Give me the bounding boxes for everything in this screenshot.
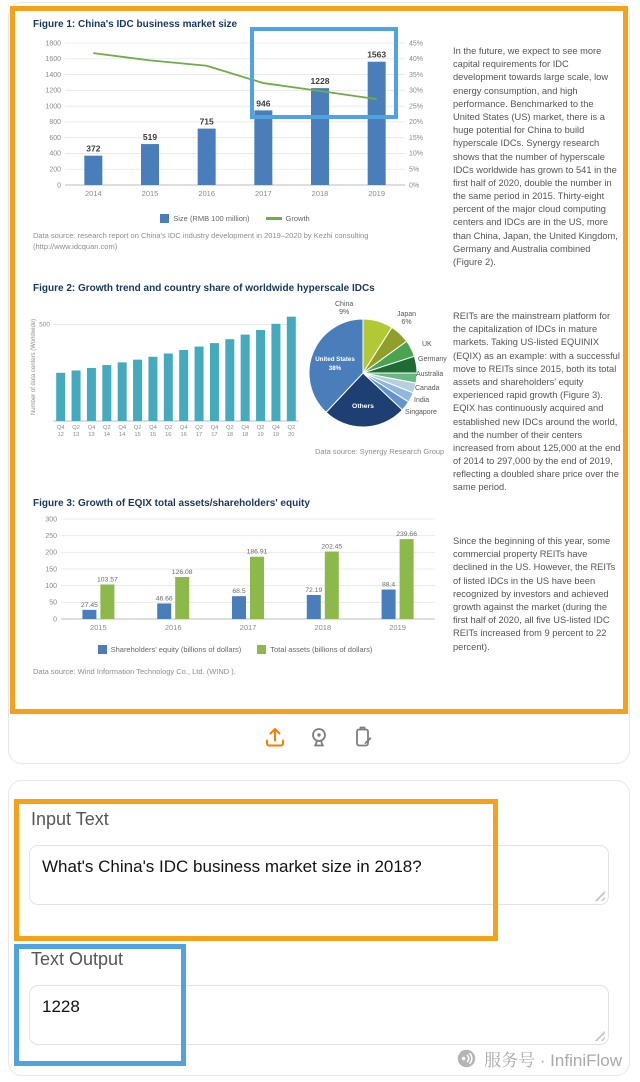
fig3-assets-bar-2016 [175, 577, 189, 619]
svg-text:100: 100 [45, 582, 57, 590]
svg-text:2019: 2019 [368, 189, 386, 198]
fig1-bar-2015 [141, 144, 159, 185]
fig1-bar-2014 [84, 156, 102, 185]
figure3-legend [31, 645, 439, 654]
fig2-bar [195, 347, 204, 421]
svg-text:Q2: Q2 [102, 425, 111, 431]
svg-text:19: 19 [272, 432, 280, 438]
fig1-bar-2016 [198, 129, 216, 185]
svg-text:2016: 2016 [198, 189, 216, 198]
figure1-title: Figure 1: China's IDC business market size [33, 19, 238, 30]
input-text-label: Input Text [31, 809, 109, 829]
pie-label-Australia: Australia [416, 371, 444, 378]
svg-text:40%: 40% [409, 56, 424, 64]
svg-text:0: 0 [57, 182, 61, 190]
fig2-bar [148, 357, 157, 421]
watermark-text: 服务号 · InfiniFlow [484, 1051, 622, 1070]
svg-text:946: 946 [256, 98, 271, 109]
paste-clipboard-button[interactable] [349, 723, 377, 751]
svg-text:United States: United States [315, 356, 355, 363]
svg-text:2016: 2016 [164, 623, 182, 632]
figure1-legend [31, 214, 439, 223]
svg-text:13: 13 [88, 432, 95, 438]
image-upload-button[interactable] [261, 723, 289, 751]
svg-text:186.91: 186.91 [246, 548, 268, 556]
svg-text:202.45: 202.45 [321, 543, 343, 551]
svg-text:400: 400 [49, 150, 61, 158]
svg-text:72.19: 72.19 [305, 586, 323, 594]
svg-text:1200: 1200 [45, 87, 61, 95]
fig3-equity-bar-2016 [157, 603, 171, 619]
svg-text:14: 14 [103, 432, 111, 438]
fig2-bar [210, 343, 219, 421]
svg-text:200: 200 [49, 166, 61, 174]
svg-text:372: 372 [86, 143, 101, 154]
broadcast-icon [456, 1048, 477, 1069]
fig2-bar [241, 335, 250, 421]
webcam-button[interactable] [305, 723, 333, 751]
svg-text:30%: 30% [409, 87, 424, 95]
svg-text:35%: 35% [409, 71, 424, 79]
svg-text:18: 18 [241, 432, 249, 438]
io-panel [8, 780, 630, 1076]
fig2-bar [72, 370, 81, 421]
svg-text:Q2: Q2 [225, 425, 234, 431]
input-text-area[interactable] [29, 845, 609, 905]
svg-text:17: 17 [195, 432, 203, 438]
svg-text:Q2: Q2 [287, 425, 296, 431]
svg-text:5%: 5% [409, 166, 420, 174]
document-image [10, 6, 628, 714]
fig2-bar [179, 350, 188, 421]
fig2-bar [271, 324, 280, 421]
svg-text:Q4: Q4 [241, 425, 250, 431]
document-content [15, 11, 623, 709]
fig3-assets-bar-2017 [250, 557, 264, 619]
fig3-assets-bar-2019 [400, 539, 414, 619]
legend-swatch [257, 645, 266, 654]
pie-label-India: India [414, 397, 430, 404]
svg-text:10%: 10% [409, 150, 424, 158]
fig2-bar [87, 368, 96, 421]
figure2-bars-svg [27, 303, 305, 457]
pie-label-Canada: Canada [415, 385, 440, 392]
svg-text:1600: 1600 [45, 56, 61, 64]
svg-text:Q2: Q2 [256, 425, 265, 431]
svg-text:Q4: Q4 [179, 425, 188, 431]
legend-item [160, 214, 249, 223]
svg-text:15: 15 [149, 432, 157, 438]
svg-text:2017: 2017 [254, 189, 272, 198]
svg-text:239.66: 239.66 [396, 531, 417, 539]
svg-text:14: 14 [118, 432, 126, 438]
svg-text:88.4: 88.4 [381, 581, 396, 589]
svg-text:Q4: Q4 [87, 425, 96, 431]
svg-text:27.45: 27.45 [80, 601, 98, 609]
figure3-title: Figure 3: Growth of EQIX total assets/shareholders' equity [33, 498, 310, 509]
pie-label-Singapore: Singapore [405, 409, 437, 416]
svg-text:1400: 1400 [45, 71, 61, 79]
svg-text:2017: 2017 [239, 623, 257, 632]
svg-text:2015: 2015 [141, 189, 159, 198]
legend-item [257, 645, 372, 654]
pie-label-China: China 9% [335, 301, 354, 317]
svg-text:25%: 25% [409, 103, 424, 111]
svg-text:Q2: Q2 [72, 425, 80, 431]
legend-item [98, 645, 242, 654]
fig3-equity-bar-2018 [307, 595, 321, 619]
svg-text:Q4: Q4 [272, 425, 280, 431]
webcam-icon [307, 725, 331, 749]
figure3-chart [31, 513, 443, 643]
figure2-title: Figure 2: Growth trend and country share of worldwide hyperscale IDCs [33, 283, 375, 294]
figure2-bar-chart [27, 303, 305, 457]
figure3-source: Data source: Wind Information Technology Co., Ltd. (WIND ). [33, 667, 236, 676]
output-text-label: Text Output [31, 949, 124, 969]
svg-text:250: 250 [45, 532, 57, 540]
figure2-source: Data source: Synergy Research Group [315, 447, 445, 456]
svg-text:300: 300 [45, 516, 57, 524]
svg-text:600: 600 [49, 134, 61, 142]
svg-text:1228: 1228 [310, 76, 330, 87]
figure2-pie-chart [301, 301, 471, 451]
fig2-bar [133, 360, 142, 421]
legend-swatch [160, 214, 169, 223]
fig2-bar [225, 339, 234, 421]
fig1-growth-line [93, 53, 376, 99]
svg-text:1000: 1000 [45, 103, 61, 111]
clipboard-icon [351, 725, 375, 749]
svg-text:103.57: 103.57 [97, 576, 118, 584]
svg-text:Number of data centers (Worldw: Number of data centers (Worldwide) [31, 318, 37, 416]
svg-text:Others: Others [352, 403, 374, 410]
svg-text:1563: 1563 [367, 49, 387, 60]
svg-text:Q2: Q2 [133, 425, 142, 431]
svg-text:2018: 2018 [314, 623, 332, 632]
legend-label: Shareholders' equity (billions of dollars) [110, 645, 242, 654]
fig2-bar [287, 317, 296, 421]
figure1-source: Data source: research report on China's IDC industry development in 2019–2020 by Kezhi consulting (http://www.idcquan.com) [33, 231, 369, 251]
fig2-bar [164, 354, 173, 422]
legend-item [266, 214, 310, 223]
svg-text:2015: 2015 [90, 623, 107, 632]
image-source-buttons [9, 723, 629, 751]
svg-text:Q4: Q4 [118, 425, 127, 431]
svg-text:Q4: Q4 [149, 425, 157, 431]
svg-text:19: 19 [257, 432, 264, 438]
svg-text:20%: 20% [409, 119, 424, 127]
paragraph-2: REITs are the mainstream platform for the capitalization of IDCs in mature markets. Taking US-listed EQUINIX (EQIX) as an example: with a successful move to REITs since 2015, both its total assets and shareholders' equity experienced rapid growth (Figure 3). EQIX has continuously acquired and established new IDCs around the world, and the number of their centers increased from about 125,000 at the end of 2014 to 297,000 by the end of 2019, reflecting a doubled share price over the same period. [453, 311, 621, 493]
svg-text:50: 50 [49, 599, 57, 607]
figure3-chart-svg [31, 513, 443, 643]
svg-text:2019: 2019 [389, 623, 406, 632]
legend-label: Growth [285, 214, 310, 223]
fig3-equity-bar-2015 [82, 610, 96, 619]
paragraph-1: In the future, we expect to see more capital requirements for IDC development towards large scale, low energy consumption, and high performance. Benchmarked to the United States (US) market, there is a huge potential for China to build hyperscale IDCs. Synergy research shows that the number of hyperscale IDCs worldwide has grown to 541 in the first half of 2020, double the number in the same period in 2015. Thirty-eight percent of the major cloud computing centers and IDCs are in the US, more than China, Japan, the United Kingdom, Germany and Australia combined (Figure 2). [453, 46, 618, 267]
svg-text:68.5: 68.5 [232, 588, 246, 596]
svg-text:16: 16 [180, 432, 187, 438]
paragraph-3: Since the beginning of this year, some commercial property REITs have declined in the US. However, the REITs of listed IDCs in the US have been recognized by investors and achieved growth against the market (during the first half of 2020, all five US-listed IDC REITs increased from 9 percent to 22 percent). [453, 536, 616, 652]
fig2-bar [56, 373, 65, 421]
svg-text:Q4: Q4 [210, 425, 219, 431]
pie-label-Japan: Japan 6% [397, 311, 417, 327]
fig3-assets-bar-2018 [325, 552, 339, 619]
svg-text:15%: 15% [409, 134, 424, 142]
svg-text:17: 17 [211, 432, 218, 438]
fig3-assets-bar-2015 [100, 584, 114, 619]
fig2-bar [118, 362, 127, 421]
figure1-chart-svg [31, 35, 439, 213]
svg-text:16: 16 [165, 432, 172, 438]
svg-text:200: 200 [45, 549, 57, 557]
fig2-bar [256, 330, 265, 421]
svg-text:18: 18 [226, 432, 234, 438]
svg-text:800: 800 [49, 119, 61, 127]
fig3-equity-bar-2019 [382, 590, 396, 619]
svg-text:519: 519 [142, 132, 158, 143]
svg-text:38%: 38% [328, 365, 342, 372]
legend-label: Size (RMB 100 million) [173, 214, 250, 223]
fig3-equity-bar-2017 [232, 596, 246, 619]
svg-text:0%: 0% [409, 182, 420, 190]
fig1-bar-2017 [254, 110, 272, 185]
svg-text:126.08: 126.08 [171, 568, 193, 576]
svg-text:500: 500 [39, 321, 50, 329]
svg-text:2014: 2014 [84, 189, 102, 198]
svg-text:20: 20 [288, 432, 295, 438]
svg-text:45%: 45% [409, 40, 424, 48]
fig2-bar [102, 365, 111, 421]
legend-label: Total assets (billions of dollars) [270, 645, 373, 654]
figure1-chart [31, 35, 439, 213]
watermark [456, 1046, 622, 1071]
svg-text:15: 15 [134, 432, 141, 438]
legend-swatch [266, 217, 282, 219]
svg-text:12: 12 [57, 432, 64, 438]
svg-text:1800: 1800 [45, 40, 61, 48]
svg-text:Q4: Q4 [56, 425, 65, 431]
svg-text:715: 715 [199, 116, 214, 127]
fig1-bar-2018 [311, 88, 329, 185]
svg-text:2018: 2018 [311, 189, 329, 198]
svg-text:0: 0 [53, 616, 57, 624]
legend-swatch [98, 645, 107, 654]
svg-text:150: 150 [45, 566, 57, 574]
svg-text:Q2: Q2 [164, 425, 173, 431]
output-text-area[interactable] [29, 985, 609, 1045]
pie-label-Germany: Germany [418, 356, 447, 363]
svg-text:13: 13 [72, 432, 80, 438]
svg-text:46.66: 46.66 [155, 595, 173, 603]
svg-text:Q2: Q2 [195, 425, 203, 431]
pie-label-UK: UK [422, 341, 432, 348]
upload-icon [263, 725, 287, 749]
fig1-bar-2019 [368, 62, 386, 185]
